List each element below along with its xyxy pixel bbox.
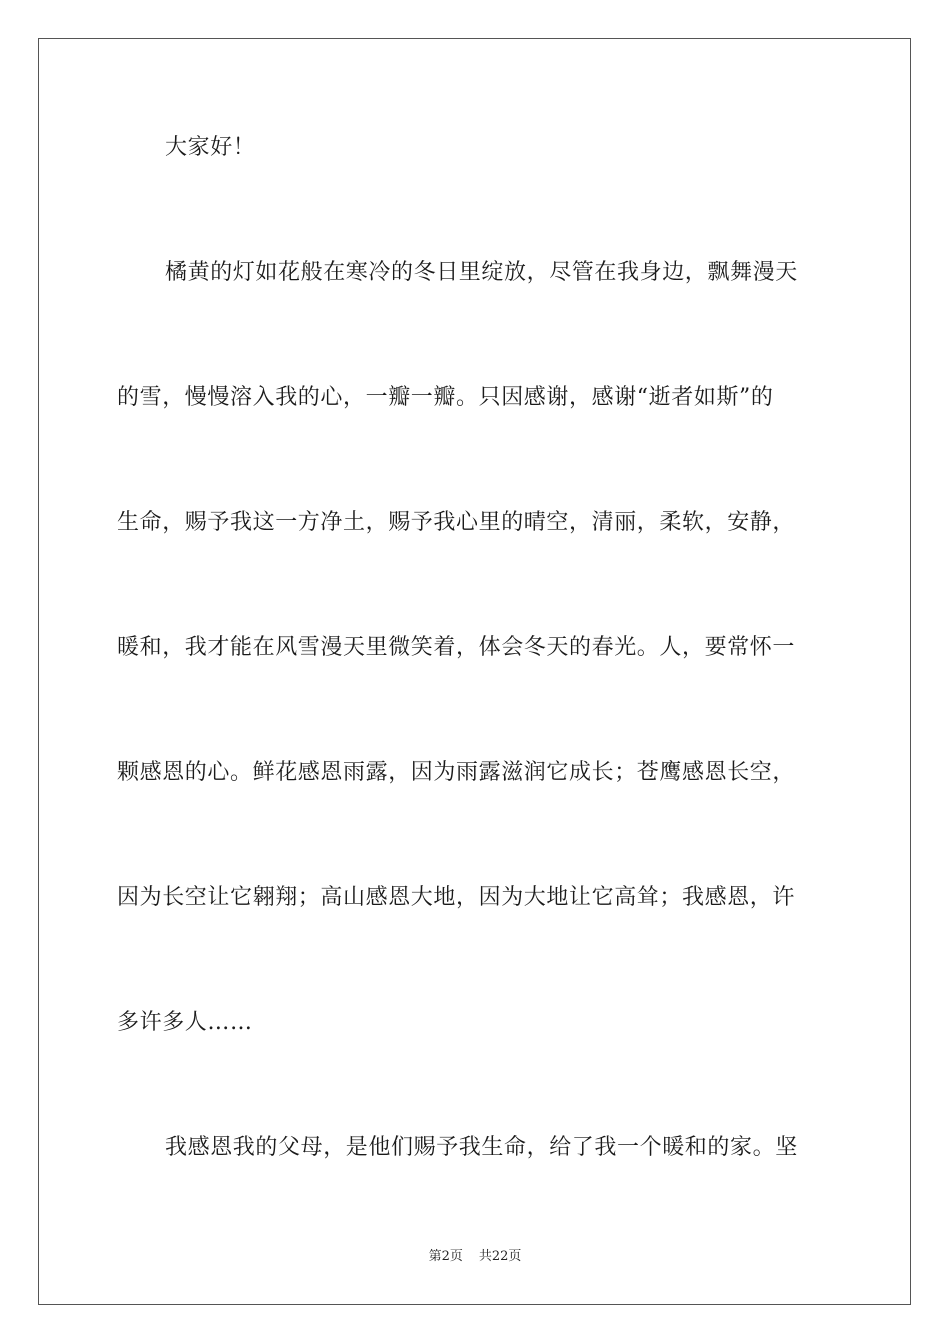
paragraph-line: 我感恩我的父母，是他们赐予我生命，给了我一个暖和的家。坚 (165, 1135, 798, 1160)
paragraph-line: 橘黄的灯如花般在寒冷的冬日里绽放，尽管在我身边，飘舞漫天 (165, 260, 798, 285)
paragraph-line: 因为长空让它翱翔；高山感恩大地，因为大地让它高耸；我感恩，许 (117, 885, 796, 910)
page-total: 共22页 (478, 1249, 522, 1264)
paragraph-line: 暖和，我才能在风雪漫天里微笑着，体会冬天的春光。人，要常怀一 (117, 635, 796, 660)
paragraph-line: 多许多人…… (117, 1010, 253, 1035)
greeting-line: 大家好！ (165, 135, 256, 160)
paragraph-line: 的雪，慢慢溶入我的心，一瓣一瓣。只因感谢，感谢“逝者如斯”的 (117, 385, 774, 410)
page-frame (38, 38, 911, 1305)
page-footer (0, 1245, 950, 1264)
paragraph-line: 生命，赐予我这一方净土，赐予我心里的晴空，清丽，柔软，安静， (117, 510, 796, 535)
paragraph-line: 颗感恩的心。鲜花感恩雨露，因为雨露滋润它成长；苍鹰感恩长空， (117, 760, 796, 785)
page-number: 第2页 (428, 1249, 463, 1264)
